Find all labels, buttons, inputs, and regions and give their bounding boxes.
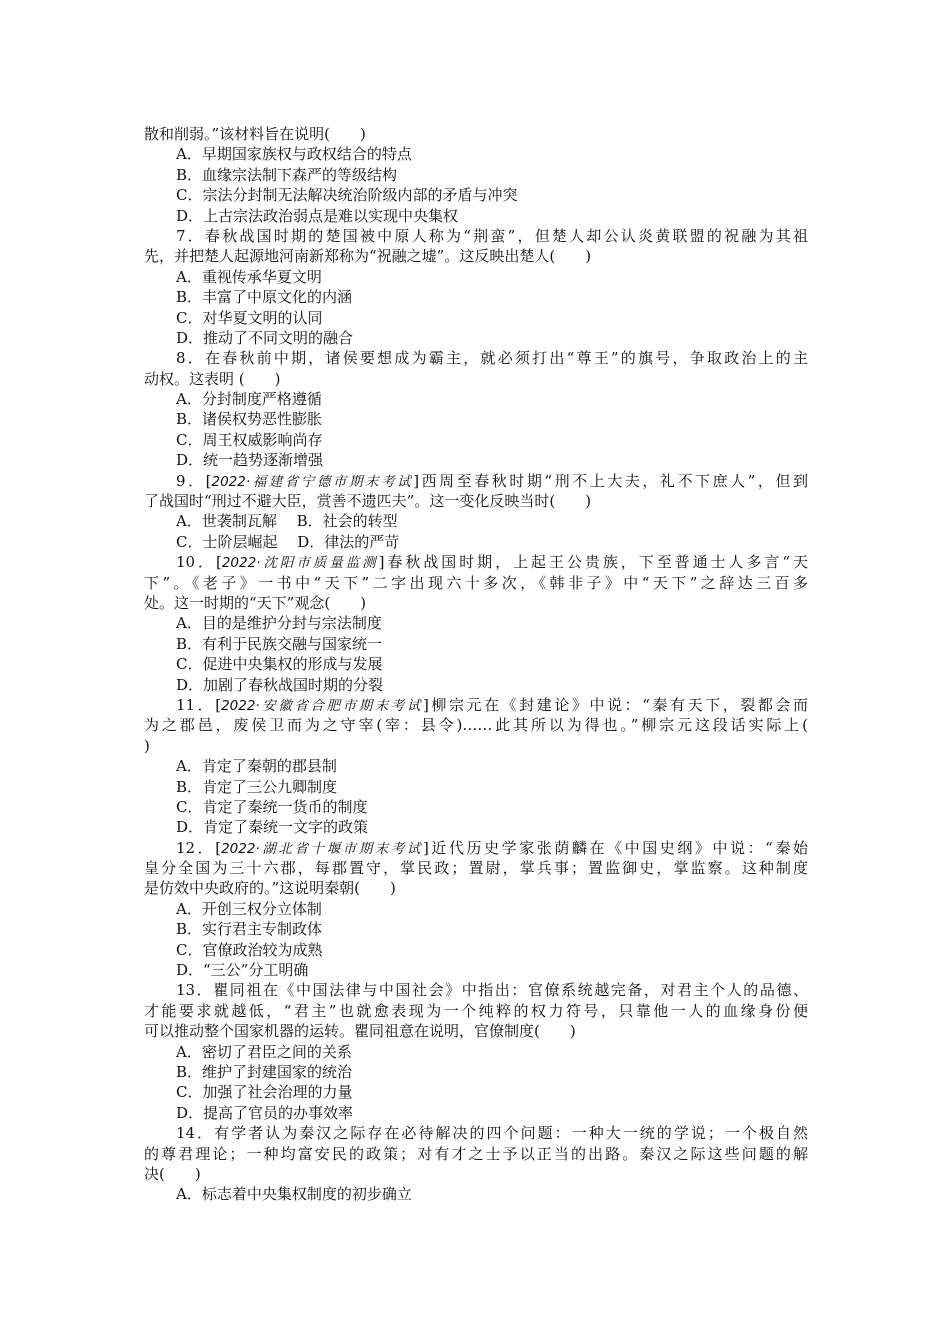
text-line [144, 736, 808, 756]
text-line [144, 552, 808, 572]
text-line [144, 389, 808, 409]
text-line [144, 1001, 808, 1021]
text-line [144, 144, 808, 164]
line-text: C．肯定了秦统一货币的制度 [176, 797, 368, 816]
line-text: B．诸侯权势恶性膨胀 [176, 410, 323, 429]
text-line [144, 1021, 808, 1041]
line-text-continued: ]西周至春秋时期“刑不上大夫，礼不下庶人”，但到 [413, 471, 808, 490]
line-text: A．目的是维护分封与宗法制度 [176, 614, 382, 633]
text-line [144, 919, 808, 939]
line-text: C．宗法分封制无法解决统治阶级内部的矛盾与冲突 [176, 186, 518, 205]
text-line [144, 1184, 808, 1204]
text-line [144, 1144, 808, 1164]
text-line [144, 878, 808, 898]
source-citation: 2022·安徽省合肥市期末考试 [221, 697, 423, 714]
line-text-continued: ]柳宗元在《封建论》中说：“秦有天下，裂都会而 [422, 695, 808, 714]
line-text: A．分封制度严格遵循 [176, 390, 322, 409]
line-text: D．推动了不同文明的融合 [176, 328, 354, 347]
question-text-body [144, 124, 808, 1205]
line-text: B．维护了封建国家的统治 [176, 1062, 353, 1081]
text-line [144, 613, 808, 633]
text-line [144, 899, 808, 919]
text-line [144, 450, 808, 470]
text-line [144, 838, 808, 858]
text-line [144, 980, 808, 1000]
line-text: 处。这一时期的“天下”观念( ) [144, 593, 367, 612]
text-line [144, 471, 808, 491]
source-citation: 2022·湖北省十堰市期末考试 [221, 840, 423, 857]
line-text: B．肯定了三公九卿制度 [176, 777, 338, 796]
line-text: 散和削弱。”该材料旨在说明( ) [144, 125, 366, 143]
line-text: A．肯定了秦朝的郡县制 [176, 757, 337, 776]
text-line [144, 858, 808, 878]
line-text: C．加强了社会治理的力量 [176, 1083, 353, 1102]
line-text: B．血缘宗法制下森严的等级结构 [176, 165, 398, 184]
text-line [144, 267, 808, 287]
text-line [144, 430, 808, 450]
line-text: 皇分全国为三十六郡，每郡置守，掌民政；置尉，掌兵事；置监御史，掌监察。这种制度 [144, 859, 808, 878]
line-text: A．密切了君臣之间的关系 [176, 1042, 352, 1061]
text-line [144, 287, 808, 307]
line-text: C．周王权威影响尚存 [176, 430, 323, 449]
text-line [144, 1123, 808, 1143]
line-text: 可以推动整个国家机器的运转。瞿同祖意在说明，官僚制度( ) [144, 1022, 576, 1041]
line-text: D．加剧了春秋战国时期的分裂 [176, 675, 384, 694]
text-line [144, 369, 808, 389]
line-text: 了战国时“刑过不避大臣，赏善不遗匹夫”。这一变化反映当时( ) [144, 492, 592, 511]
line-text: 是仿效中央政府的。”这说明秦朝( ) [144, 879, 396, 898]
text-line [144, 817, 808, 837]
text-line [144, 409, 808, 429]
line-text: 8．在春秋前中期，诸侯要想成为霸主，就必须打出“尊王”的旗号，争取政治上的主 [176, 349, 808, 368]
line-text: D．肯定了秦统一文字的政策 [176, 818, 369, 837]
line-text: A．世袭制瓦解 B．社会的转型 [176, 512, 398, 531]
text-line [144, 226, 808, 246]
line-text: D．统一趋势逐渐增强 [176, 451, 324, 470]
line-text: 10．[ [176, 553, 222, 572]
line-text: C．对华夏文明的认同 [176, 308, 323, 327]
text-line [144, 165, 808, 185]
line-text: C．士阶层崛起 D．律法的严苛 [176, 532, 400, 551]
line-text: 7．春秋战国时期的楚国被中原人称为“荆蛮”，但楚人却公认炎黄联盟的祝融为其祖 [176, 226, 808, 245]
text-line [144, 532, 808, 552]
text-line [144, 675, 808, 695]
line-text: 下”。《老子》一书中“天下”二字出现六十多次，《韩非子》中“天下”之辞达三百多 [144, 573, 808, 592]
text-line [144, 573, 808, 593]
text-line [144, 695, 808, 715]
line-text: A．早期国家族权与政权结合的特点 [176, 145, 412, 164]
line-text: 的尊君理论；一种均富安民的政策；对有才之士予以正当的出路。秦汉之际这些问题的解 [144, 1144, 808, 1163]
text-line [144, 654, 808, 674]
text-line [144, 1103, 808, 1123]
text-line [144, 348, 808, 368]
text-line [144, 1082, 808, 1102]
line-text: A．重视传承华夏文明 [176, 267, 322, 286]
line-text: 决( ) [144, 1164, 201, 1183]
text-line [144, 124, 808, 144]
line-text: 为之郡邑，废侯卫而为之守宰(宰：县令)……此其所以为得也。”柳宗元这段话实际上( [144, 716, 808, 735]
text-line [144, 206, 808, 226]
text-line [144, 491, 808, 511]
text-line [144, 511, 808, 531]
text-line [144, 328, 808, 348]
line-text: 9．[ [176, 471, 212, 490]
text-line [144, 634, 808, 654]
text-line [144, 308, 808, 328]
line-text: A．标志着中央集权制度的初步确立 [176, 1185, 412, 1204]
text-line [144, 940, 808, 960]
line-text: 先，并把楚人起源地河南新郑称为“祝融之墟”。这反映出楚人( ) [144, 247, 592, 266]
line-text: 动权。这表明 ( ) [144, 369, 281, 388]
line-text: C．促进中央集权的形成与发展 [176, 655, 383, 674]
text-line [144, 593, 808, 613]
line-text: 才能要求就越低，“君主”也就愈表现为一个纯粹的权力符号，只靠他一人的血缘身份便 [144, 1001, 808, 1020]
line-text: D．提高了官员的办事效率 [176, 1103, 354, 1122]
text-line [144, 246, 808, 266]
line-text: 11．[ [176, 695, 222, 714]
text-line [144, 715, 808, 735]
line-text: ) [144, 736, 150, 755]
line-text-continued: ]春秋战国时期，上起王公贵族，下至普通士人多言“天 [378, 553, 808, 572]
text-line [144, 960, 808, 980]
line-text: B．丰富了中原文化的内涵 [176, 288, 353, 307]
text-line [144, 1164, 808, 1184]
source-citation: 2022·福建省宁德市期末考试 [211, 473, 414, 490]
line-text: A．开创三权分立体制 [176, 899, 322, 918]
line-text: D．“三公”分工明确 [176, 961, 309, 980]
text-line [144, 756, 808, 776]
line-text: 13．瞿同祖在《中国法律与中国社会》中指出：官僚系统越完备，对君主个人的品德、 [176, 981, 808, 1000]
text-line [144, 1042, 808, 1062]
line-text: 14．有学者认为秦汉之际存在必待解决的四个问题：一种大一统的学说；一个极自然 [176, 1124, 808, 1143]
line-text-continued: ]近代历史学家张荫麟在《中国史纲》中说：“秦始 [422, 838, 808, 857]
line-text: B．有利于民族交融与国家统一 [176, 634, 383, 653]
line-text: 12．[ [176, 838, 222, 857]
text-line [144, 1062, 808, 1082]
line-text: B．实行君主专制政体 [176, 920, 323, 939]
text-line [144, 777, 808, 797]
source-citation: 2022·沈阳市质量监测 [221, 555, 379, 572]
line-text: D．上古宗法政治弱点是难以实现中央集权 [176, 206, 459, 225]
text-line [144, 797, 808, 817]
line-text: C．官僚政治较为成熟 [176, 940, 323, 959]
text-line [144, 185, 808, 205]
